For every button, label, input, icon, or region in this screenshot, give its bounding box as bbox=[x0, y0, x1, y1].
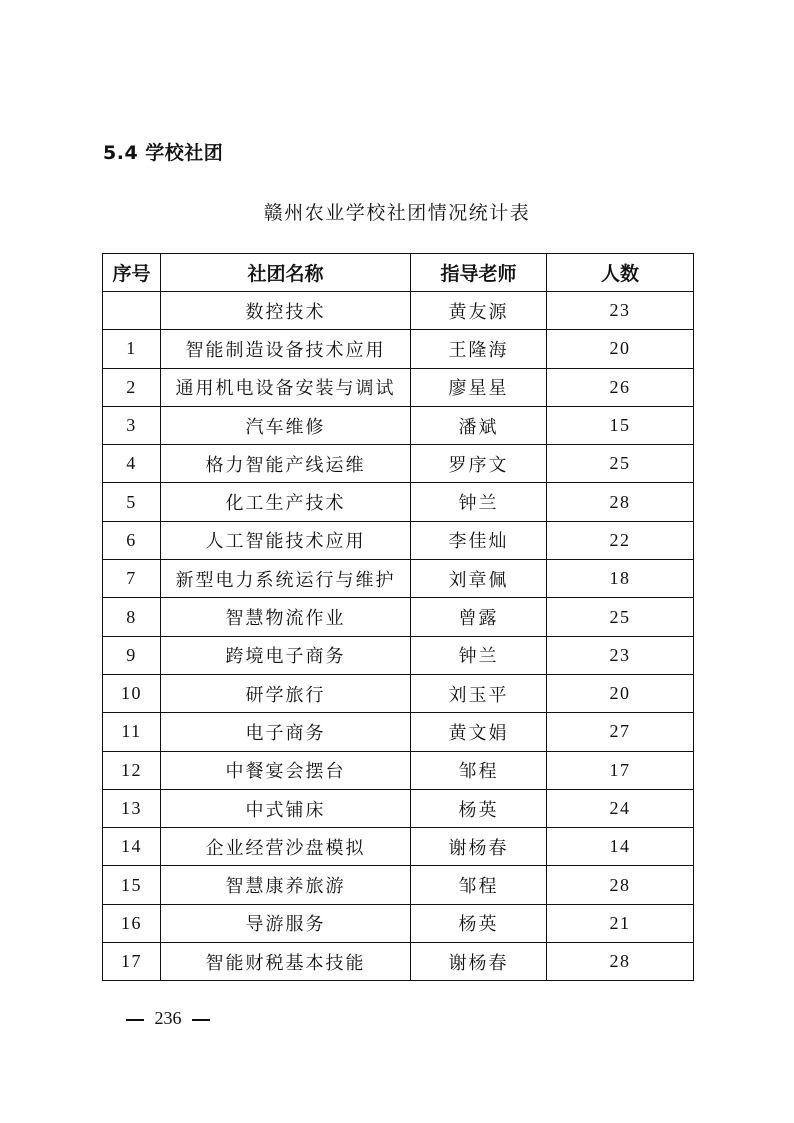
table-row bbox=[103, 598, 694, 636]
cell-instructor: 罗序文 bbox=[411, 445, 547, 483]
cell-club-name: 研学旅行 bbox=[161, 674, 411, 712]
cell-instructor: 邹程 bbox=[411, 866, 547, 904]
cell-club-name: 新型电力系统运行与维护 bbox=[161, 560, 411, 598]
cell-instructor: 钟兰 bbox=[411, 483, 547, 521]
cell-member-count: 18 bbox=[547, 560, 694, 598]
cell-member-count: 28 bbox=[547, 483, 694, 521]
cell-member-count: 17 bbox=[547, 751, 694, 789]
cell-club-name: 数控技术 bbox=[161, 292, 411, 330]
cell-instructor: 杨英 bbox=[411, 789, 547, 827]
table-row bbox=[103, 330, 694, 368]
cell-club-name: 中式铺床 bbox=[161, 789, 411, 827]
cell-member-count: 23 bbox=[547, 636, 694, 674]
header-club-name: 社团名称 bbox=[161, 254, 411, 292]
cell-serial-no: 13 bbox=[103, 789, 161, 827]
table-row bbox=[103, 904, 694, 942]
cell-member-count: 21 bbox=[547, 904, 694, 942]
cell-serial-no: 9 bbox=[103, 636, 161, 674]
cell-member-count: 28 bbox=[547, 943, 694, 981]
cell-instructor: 刘玉平 bbox=[411, 674, 547, 712]
cell-instructor: 黄友源 bbox=[411, 292, 547, 330]
cell-instructor: 杨英 bbox=[411, 904, 547, 942]
cell-club-name: 电子商务 bbox=[161, 713, 411, 751]
cell-club-name: 通用机电设备安装与调试 bbox=[161, 368, 411, 406]
cell-serial-no: 14 bbox=[103, 828, 161, 866]
header-instructor: 指导老师 bbox=[411, 254, 547, 292]
cell-club-name: 智慧康养旅游 bbox=[161, 866, 411, 904]
table-caption bbox=[0, 198, 794, 225]
table-row bbox=[103, 828, 694, 866]
dash-right bbox=[192, 1019, 210, 1021]
table-row bbox=[103, 560, 694, 598]
cell-club-name: 中餐宴会摆台 bbox=[161, 751, 411, 789]
cell-instructor: 王隆海 bbox=[411, 330, 547, 368]
cell-serial-no bbox=[103, 292, 161, 330]
cell-club-name: 企业经营沙盘模拟 bbox=[161, 828, 411, 866]
cell-member-count: 27 bbox=[547, 713, 694, 751]
cell-instructor: 刘章佩 bbox=[411, 560, 547, 598]
table-row bbox=[103, 943, 694, 981]
table-row bbox=[103, 292, 694, 330]
table-row bbox=[103, 789, 694, 827]
cell-serial-no: 5 bbox=[103, 483, 161, 521]
cell-club-name: 智能财税基本技能 bbox=[161, 943, 411, 981]
table-row bbox=[103, 751, 694, 789]
cell-member-count: 23 bbox=[547, 292, 694, 330]
table-header-row bbox=[103, 254, 694, 292]
cell-instructor: 邹程 bbox=[411, 751, 547, 789]
cell-club-name: 汽车维修 bbox=[161, 406, 411, 444]
cell-club-name: 智慧物流作业 bbox=[161, 598, 411, 636]
cell-serial-no: 6 bbox=[103, 521, 161, 559]
dash-left bbox=[126, 1019, 144, 1021]
cell-instructor: 钟兰 bbox=[411, 636, 547, 674]
cell-serial-no: 12 bbox=[103, 751, 161, 789]
cell-serial-no: 2 bbox=[103, 368, 161, 406]
cell-serial-no: 15 bbox=[103, 866, 161, 904]
cell-member-count: 26 bbox=[547, 368, 694, 406]
cell-serial-no: 10 bbox=[103, 674, 161, 712]
table-row bbox=[103, 368, 694, 406]
table-row bbox=[103, 483, 694, 521]
cell-instructor: 潘斌 bbox=[411, 406, 547, 444]
cell-instructor: 黄文娟 bbox=[411, 713, 547, 751]
table-row bbox=[103, 636, 694, 674]
cell-club-name: 导游服务 bbox=[161, 904, 411, 942]
cell-member-count: 14 bbox=[547, 828, 694, 866]
cell-instructor: 谢杨春 bbox=[411, 943, 547, 981]
table-row bbox=[103, 713, 694, 751]
cell-member-count: 28 bbox=[547, 866, 694, 904]
cell-club-name: 智能制造设备技术应用 bbox=[161, 330, 411, 368]
table-row bbox=[103, 866, 694, 904]
table-row bbox=[103, 674, 694, 712]
cell-member-count: 25 bbox=[547, 598, 694, 636]
table-row bbox=[103, 406, 694, 444]
cell-serial-no: 16 bbox=[103, 904, 161, 942]
cell-serial-no: 3 bbox=[103, 406, 161, 444]
cell-club-name: 人工智能技术应用 bbox=[161, 521, 411, 559]
cell-member-count: 24 bbox=[547, 789, 694, 827]
cell-instructor: 李佳灿 bbox=[411, 521, 547, 559]
cell-serial-no: 11 bbox=[103, 713, 161, 751]
page-footer bbox=[120, 1008, 216, 1029]
cell-instructor: 廖星星 bbox=[411, 368, 547, 406]
cell-serial-no: 1 bbox=[103, 330, 161, 368]
cell-club-name: 跨境电子商务 bbox=[161, 636, 411, 674]
cell-member-count: 25 bbox=[547, 445, 694, 483]
cell-member-count: 22 bbox=[547, 521, 694, 559]
cell-club-name: 化工生产技术 bbox=[161, 483, 411, 521]
cell-serial-no: 4 bbox=[103, 445, 161, 483]
cell-serial-no: 17 bbox=[103, 943, 161, 981]
cell-club-name: 格力智能产线运维 bbox=[161, 445, 411, 483]
table-caption-text: 赣州农业学校社团情况统计表 bbox=[263, 202, 531, 224]
table-row bbox=[103, 445, 694, 483]
cell-instructor: 曾露 bbox=[411, 598, 547, 636]
cell-member-count: 20 bbox=[547, 674, 694, 712]
cell-instructor: 谢杨春 bbox=[411, 828, 547, 866]
cell-serial-no: 8 bbox=[103, 598, 161, 636]
section-heading: 5.4 学校社团 bbox=[103, 142, 224, 164]
cell-member-count: 20 bbox=[547, 330, 694, 368]
header-serial-no: 序号 bbox=[103, 254, 161, 292]
cell-serial-no: 7 bbox=[103, 560, 161, 598]
page-number: 236 bbox=[154, 1008, 182, 1028]
club-statistics-table bbox=[102, 253, 694, 981]
header-member-count: 人数 bbox=[547, 254, 694, 292]
cell-member-count: 15 bbox=[547, 406, 694, 444]
table-row bbox=[103, 521, 694, 559]
